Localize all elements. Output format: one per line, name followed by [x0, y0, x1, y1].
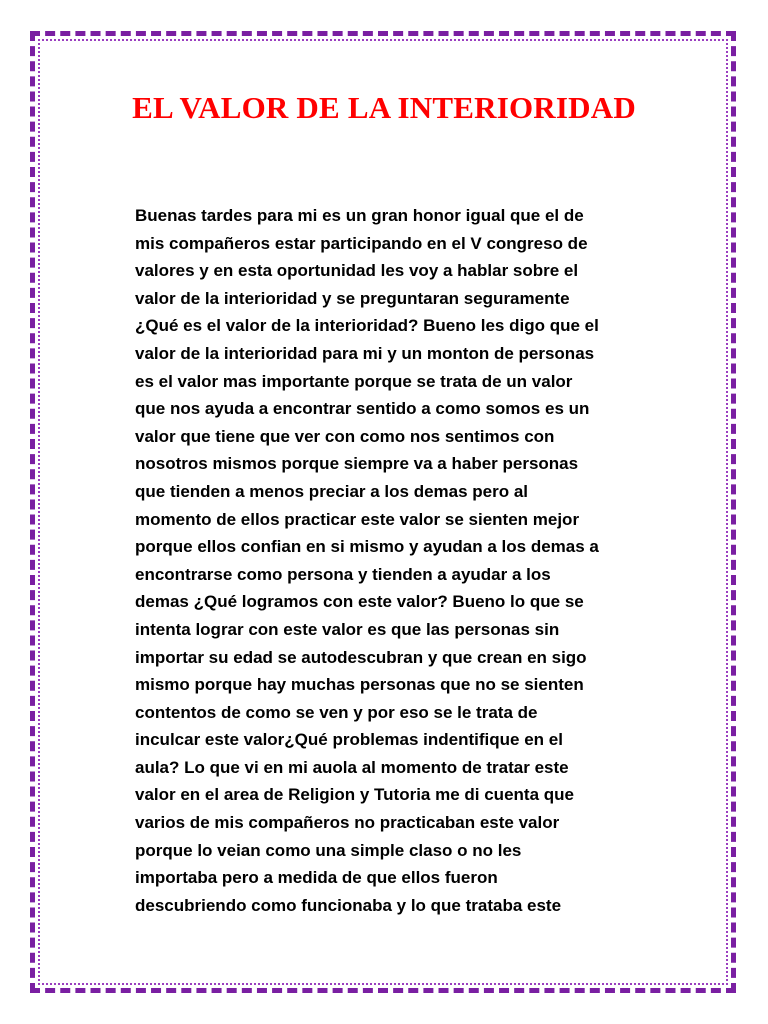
body-line: valor de la interioridad y se preguntaran seguramente: [135, 288, 570, 308]
body-line: que nos ayuda a encontrar sentido a como somos es un: [135, 399, 590, 419]
body-line: valor de la interioridad para mi y un monton de personas: [135, 343, 595, 363]
body-line: nosotros mismos porque siempre va a haber personas: [135, 454, 579, 474]
body-line: que tienden a menos preciar a los demas pero al: [135, 481, 529, 501]
body-line: porque ellos confian en si mismo y ayudan a los demas a: [135, 537, 599, 557]
body-line: valor que tiene que ver con como nos sentimos con: [135, 426, 555, 446]
body-line: varios de mis compañeros no practicaban este valor: [135, 813, 560, 833]
body-line: aula? Lo que vi en mi auola al momento de tratar este: [135, 757, 569, 777]
body-line: inculcar este valor¿Qué problemas indentifique en el: [135, 730, 563, 750]
body-line: encontrarse como persona y tienden a ayudar a los: [135, 564, 551, 584]
body-line: contentos de como se ven y por eso se le trata de: [135, 702, 538, 722]
document-body: [135, 202, 675, 919]
body-line: demas ¿Qué logramos con este valor? Bueno lo que se: [135, 592, 584, 612]
body-line: importar su edad se autodescubran y que crean en sigo: [135, 647, 587, 667]
body-line: valor en el area de Religion y Tutoria me di cuenta que: [135, 785, 574, 805]
body-line: mis compañeros estar participando en el V congreso de: [135, 233, 588, 253]
body-line: mismo porque hay muchas personas que no se sienten: [135, 675, 584, 695]
body-line: es el valor mas importante porque se trata de un valor: [135, 371, 573, 391]
body-line: intenta lograr con este valor es que las personas sin: [135, 619, 560, 639]
body-line: ¿Qué es el valor de la interioridad? Bueno les digo que el: [135, 316, 599, 336]
body-line: descubriendo como funcionaba y lo que trataba este: [135, 895, 562, 915]
document-title: EL VALOR DE LA INTERIORIDAD: [132, 90, 636, 125]
body-line: porque lo veian como una simple claso o no les: [135, 840, 522, 860]
body-line: Buenas tardes para mi es un gran honor igual que el de: [135, 206, 584, 225]
body-line: valores y en esta oportunidad les voy a hablar sobre el: [135, 261, 579, 281]
body-line: importaba pero a medida de que ellos fueron: [135, 868, 498, 888]
body-line: momento de ellos practicar este valor se sienten mejor: [135, 509, 580, 529]
